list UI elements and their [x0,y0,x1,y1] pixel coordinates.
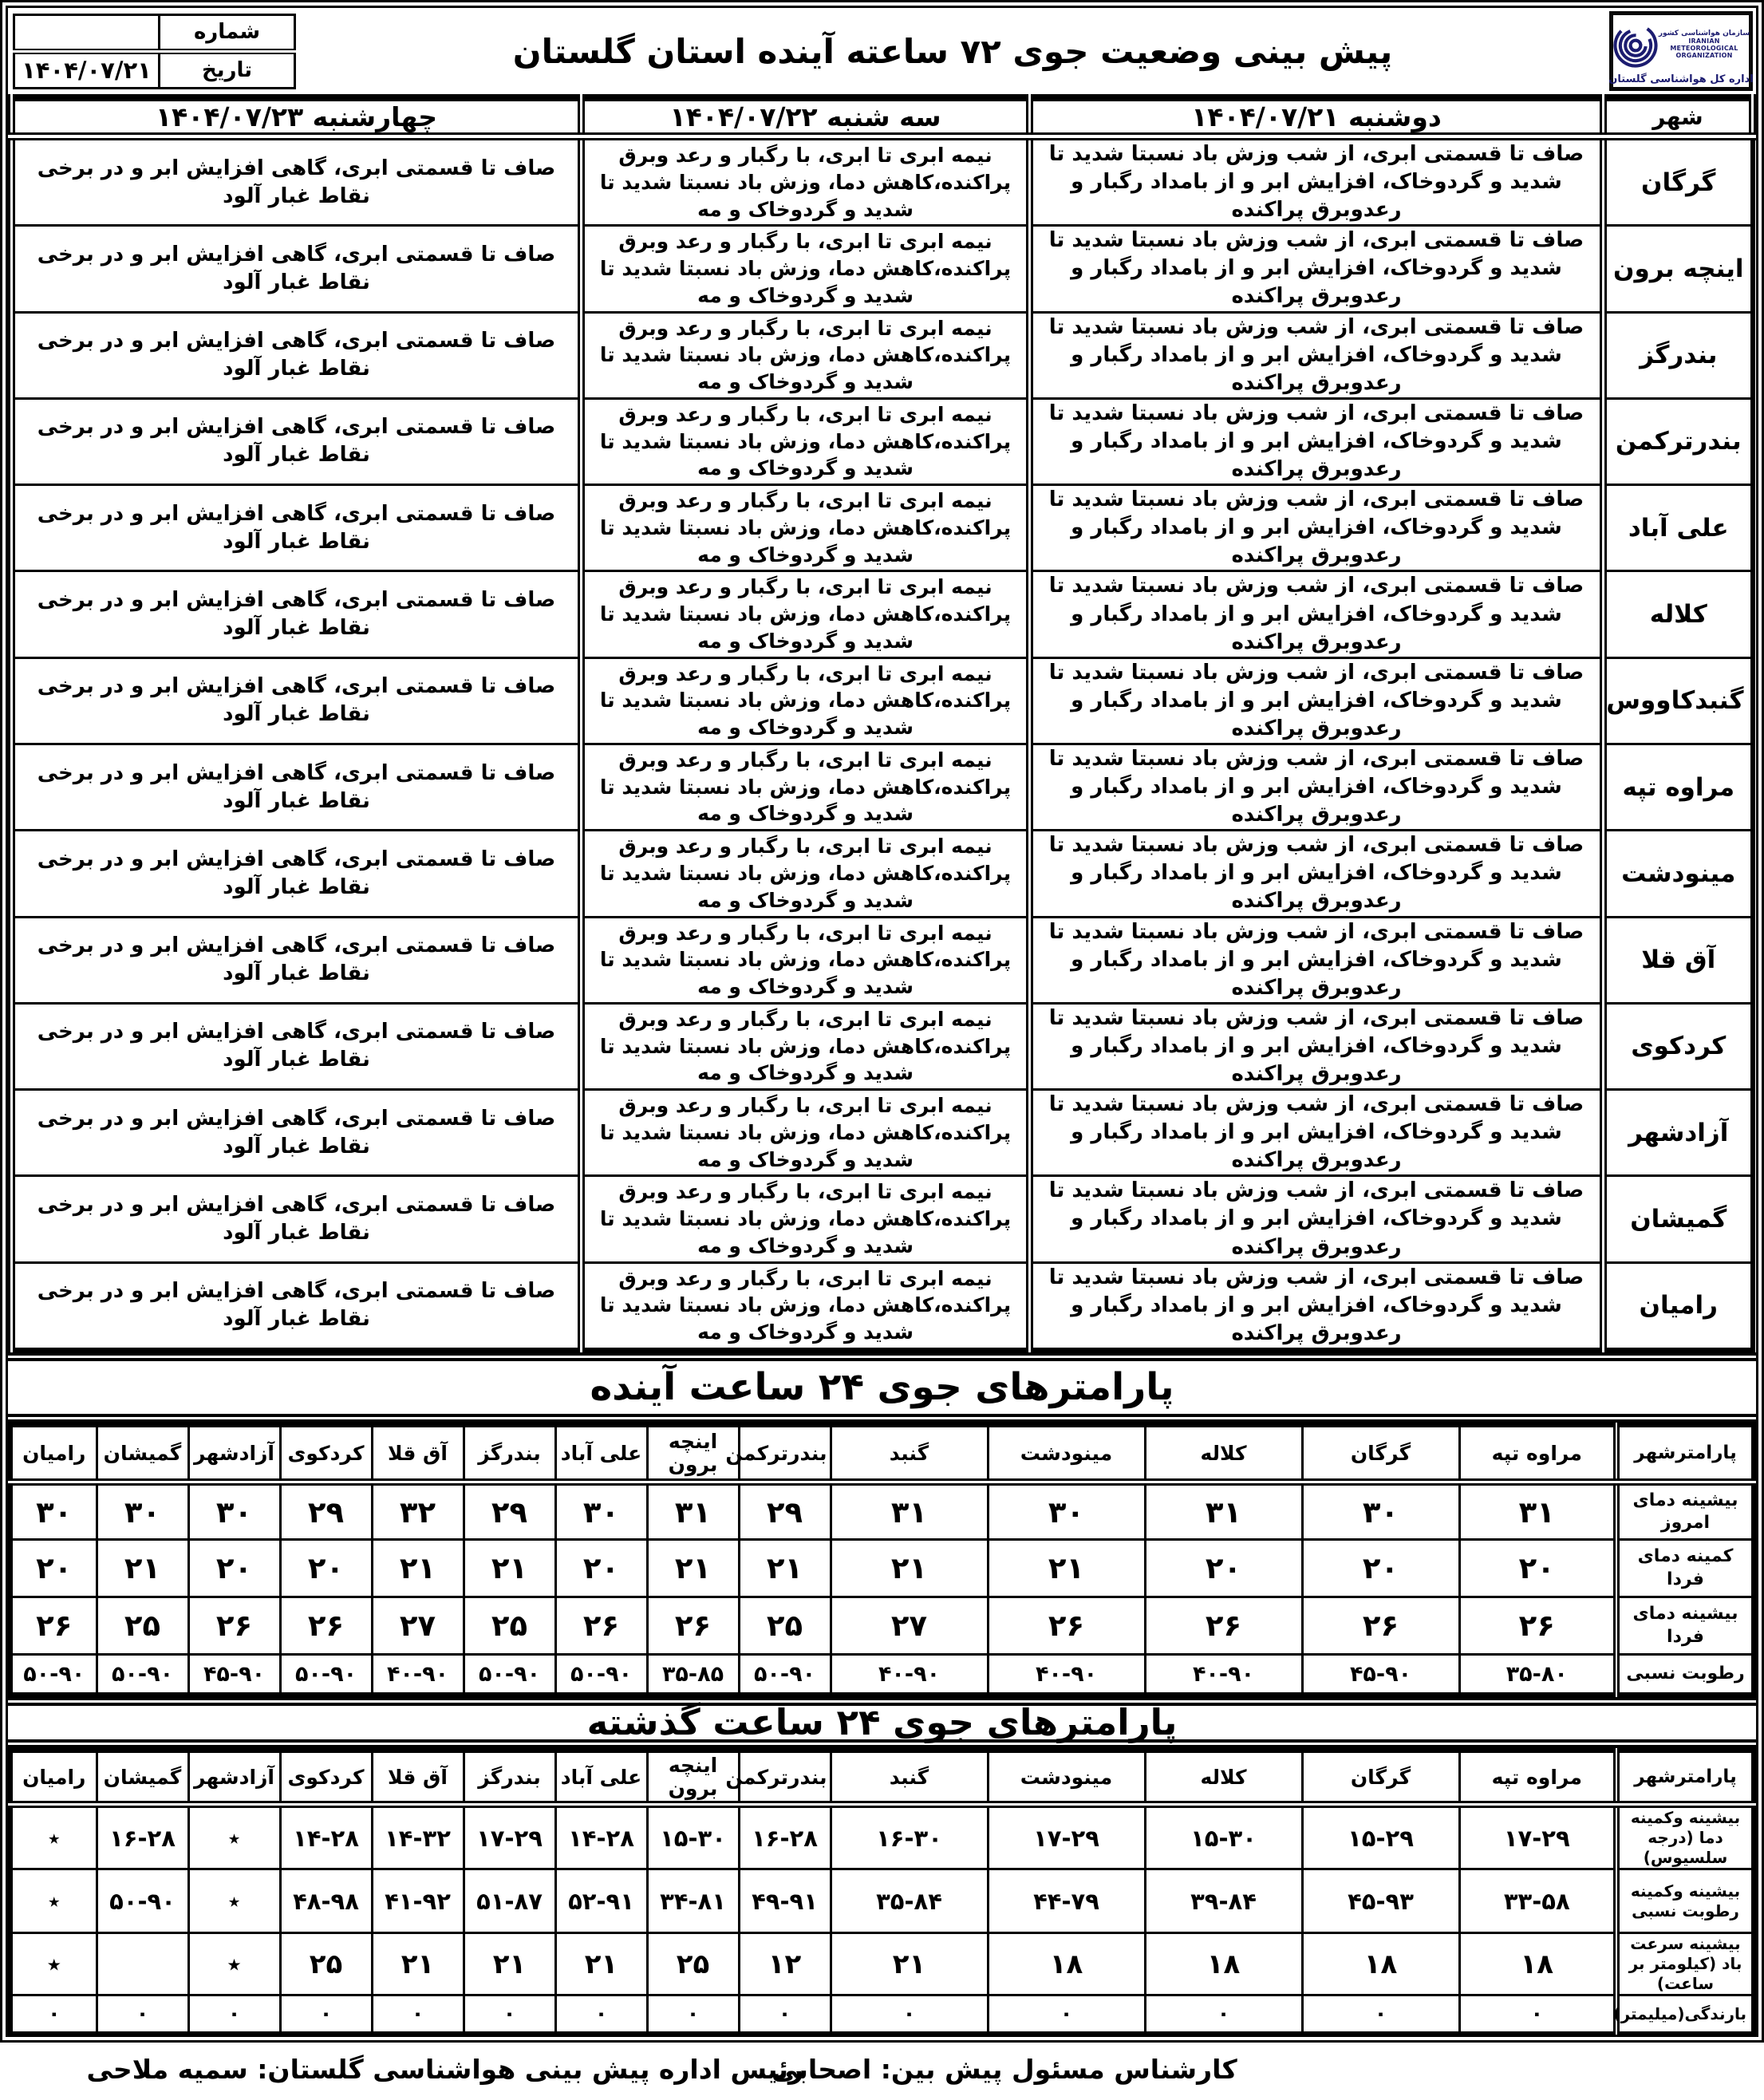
logo-text-block [1659,30,1750,59]
params-value-cell: ۳۲ [372,1482,464,1540]
city-name: گنبدکاووس [1604,657,1753,744]
params-value-cell: ۴۱-۹۲ [372,1869,464,1933]
params-value-cell: ۰ [739,1995,831,2034]
page-title: پیش بینی وضعیت جوی ۷۲ ساعته آینده استان گلستان [512,31,1393,71]
forecast-table [8,94,1756,1352]
params-value-cell: ۲۶ [10,1597,97,1655]
params-value-cell: ۵۰-۹۰ [97,1869,188,1933]
params-value-cell: ۲۹ [280,1482,372,1540]
city-name: گرگان [1604,136,1753,226]
params-value-cell: ۱۴-۲۸ [555,1805,647,1869]
forecast-cell-tuesday: نیمه ابری تا ابری، با رگبار و رعد وبرق پراکنده،کاهش دما، وزش باد نسبتا شدید تا شدید و گردوخاک و مه [582,226,1030,312]
params-value-cell: ۵۱-۸۷ [464,1869,555,1933]
forecaster-signature: کارشناس مسئول پیش بین: اصحابی [772,2053,1237,2085]
city-column-header: شهر [1604,98,1753,137]
params-value-cell: ۵۰-۹۰ [97,1655,188,1695]
params-city-header: رامیان [10,1751,97,1805]
forecast-cell-tuesday: نیمه ابری تا ابری، با رگبار و رعد وبرق پراکنده،کاهش دما، وزش باد نسبتا شدید تا شدید و گردوخاک و مه [582,744,1030,830]
footer-band [8,2036,1756,2100]
forecast-head-row [12,98,1753,137]
params-value-cell [97,1933,188,1995]
params-value-cell: ۳۵-۸۰ [1459,1655,1616,1695]
forecast-row [12,226,1753,312]
params-value-cell: ۵۰-۹۰ [10,1655,97,1695]
params-city-header: مراوه تپه [1459,1751,1616,1805]
params-value-cell: ۱۷-۲۹ [464,1805,555,1869]
forecast-row [12,571,1753,657]
params-city-header: اینچه برون [647,1425,739,1482]
city-name: آق قلا [1604,917,1753,1003]
forecast-cell-wednesday: صاف تا قسمتی ابری، گاهی افزایش ابر و در برخی نقاط غبار آلود [12,1090,582,1176]
forecast-cell-wednesday: صاف تا قسمتی ابری، گاهی افزایش ابر و در برخی نقاط غبار آلود [12,1262,582,1350]
params-value-cell: ۳۰ [988,1482,1145,1540]
params-value-cell: ۵۲-۹۱ [555,1869,647,1933]
params-value-cell: ۳۱ [1145,1482,1302,1540]
params-value-cell: ۱۸ [988,1933,1145,1995]
params-value-cell: ۴۰-۹۰ [831,1655,988,1695]
params-value-cell: ۱۸ [1459,1933,1616,1995]
params-value-cell: ۱۵-۲۹ [1302,1805,1459,1869]
params-row [10,1933,1754,1995]
params-value-cell: ۲۱ [372,1540,464,1597]
forecast-cell-monday: صاف تا قسمتی ابری، از شب وزش باد نسبتا شدید تا شدید و گردوخاک، افزایش ابر و از بامداد رگبار و رعدوبرق پراکنده [1030,917,1604,1003]
params-value-cell: ۲۱ [831,1933,988,1995]
params-value-cell: ۴۰-۹۰ [1145,1655,1302,1695]
params-value-cell: ۱۶-۳۰ [831,1805,988,1869]
params-city-header: کردکوی [280,1425,372,1482]
forecast-cell-tuesday: نیمه ابری تا ابری، با رگبار و رعد وبرق پراکنده،کاهش دما، وزش باد نسبتا شدید تا شدید و گردوخاک و مه [582,571,1030,657]
forecast-cell-wednesday: صاف تا قسمتی ابری، گاهی افزایش ابر و در برخی نقاط غبار آلود [12,1003,582,1089]
day-header-monday: دوشنبه ۱۴۰۴/۰۷/۲۱ [1030,98,1604,137]
params-row-label: بارندگی(میلیمتر) [1616,1995,1754,2034]
params-value-cell: ۲۱ [97,1540,188,1597]
params-value-cell: ۰ [1145,1995,1302,2034]
params-row [10,1655,1754,1695]
city-name: آزادشهر [1604,1090,1753,1176]
params-row-label: بیشینه دمای فردا [1616,1597,1754,1655]
serial-date-table [13,14,296,89]
params-value-cell: ۳۹-۸۴ [1145,1869,1302,1933]
params-city-header: گنبد [831,1425,988,1482]
params-city-header: کلاله [1145,1751,1302,1805]
params-row-label: بیشینه دمای امروز [1616,1482,1754,1540]
params-value-cell: ۵۰-۹۰ [280,1655,372,1695]
forecast-cell-monday: صاف تا قسمتی ابری، از شب وزش باد نسبتا شدید تا شدید و گردوخاک، افزایش ابر و از بامداد رگبار و رعدوبرق پراکنده [1030,1262,1604,1350]
params-value-cell: ۳۰ [555,1482,647,1540]
serial-row [14,14,295,51]
forecast-row [12,1176,1753,1262]
future-params-table [8,1423,1756,1697]
chief-signature: رئیس اداره پیش بینی هواشناسی گلستان: سمیه ملاحی [86,2053,803,2085]
forecast-cell-monday: صاف تا قسمتی ابری، از شب وزش باد نسبتا شدید تا شدید و گردوخاک، افزایش ابر و از بامداد رگبار و رعدوبرق پراکنده [1030,312,1604,398]
city-name: کلاله [1604,571,1753,657]
params-value-cell: ۲۰ [1302,1540,1459,1597]
forecast-cell-tuesday: نیمه ابری تا ابری، با رگبار و رعد وبرق پراکنده،کاهش دما، وزش باد نسبتا شدید تا شدید و گردوخاک و مه [582,398,1030,484]
params-value-cell: ٭ [10,1869,97,1933]
params-value-cell: ٭ [10,1805,97,1869]
params-city-header: علی آباد [555,1751,647,1805]
logo-top-area [1616,17,1750,73]
city-name: گمیشان [1604,1176,1753,1262]
params-city-header: بندرگز [464,1751,555,1805]
params-value-cell: ۲۵ [739,1597,831,1655]
params-value-cell: ۴۴-۷۹ [988,1869,1145,1933]
params-row [10,1805,1754,1869]
date-label: تاریخ [160,51,295,88]
params-value-cell: ۴۰-۹۰ [372,1655,464,1695]
params-value-cell: ۰ [188,1995,280,2034]
logo-en-line1: IRANIAN [1688,38,1720,45]
params-value-cell: ۰ [555,1995,647,2034]
params-value-cell: ۳۱ [647,1482,739,1540]
params-row [10,1482,1754,1540]
forecast-cell-monday: صاف تا قسمتی ابری، از شب وزش باد نسبتا شدید تا شدید و گردوخاک، افزایش ابر و از بامداد رگبار و رعدوبرق پراکنده [1030,136,1604,226]
params-value-cell: ۰ [372,1995,464,2034]
params-value-cell: ۳۰ [10,1482,97,1540]
params-value-cell: ٭ [10,1933,97,1995]
params-value-cell: ۳۱ [1459,1482,1616,1540]
params-city-header: کلاله [1145,1425,1302,1482]
params-row-label: بیشینه سرعت باد (کیلومتر بر ساعت) [1616,1933,1754,1995]
params-value-cell: ۲۰ [280,1540,372,1597]
params-value-cell: ۲۶ [188,1597,280,1655]
params-value-cell: ۰ [988,1995,1145,2034]
params-city-header: کردکوی [280,1751,372,1805]
params-value-cell: ۲۱ [372,1933,464,1995]
params-value-cell: ۲۱ [555,1933,647,1995]
params-city-header: علی آباد [555,1425,647,1482]
forecast-cell-monday: صاف تا قسمتی ابری، از شب وزش باد نسبتا شدید تا شدید و گردوخاک، افزایش ابر و از بامداد رگبار و رعدوبرق پراکنده [1030,1090,1604,1176]
params-value-cell: ۵۰-۹۰ [739,1655,831,1695]
params-row-label: رطوبت نسبی [1616,1655,1754,1695]
params-value-cell: ۴۵-۹۰ [1302,1655,1459,1695]
params-row-label: بیشینه وکمینه دما (درجه سلسیوس) [1616,1805,1754,1869]
section-title-past: پارامترهای جوی ۲۴ ساعت گذشته [8,1697,1756,1748]
params-value-cell: ۱۵-۳۰ [647,1805,739,1869]
params-value-cell: ۲۱ [739,1540,831,1597]
params-row-label: کمینه دمای فردا [1616,1540,1754,1597]
forecast-cell-wednesday: صاف تا قسمتی ابری، گاهی افزایش ابر و در برخی نقاط غبار آلود [12,136,582,226]
params-city-header: گرگان [1302,1751,1459,1805]
params-city-header: گنبد [831,1751,988,1805]
params-value-cell: ۱۶-۲۸ [97,1805,188,1869]
city-name: بندرگز [1604,312,1753,398]
params-city-header: رامیان [10,1425,97,1482]
date-value: ۱۴۰۴/۰۷/۲۱ [14,51,160,88]
params-value-cell: ۱۸ [1302,1933,1459,1995]
forecast-cell-monday: صاف تا قسمتی ابری، از شب وزش باد نسبتا شدید تا شدید و گردوخاک، افزایش ابر و از بامداد رگبار و رعدوبرق پراکنده [1030,744,1604,830]
day-header-wednesday: چهارشنبه ۱۴۰۴/۰۷/۲۳ [12,98,582,137]
params-city-header: گمیشان [97,1425,188,1482]
params-city-header: مراوه تپه [1459,1425,1616,1482]
params-corner-header: پارامترشهر [1616,1425,1754,1482]
forecast-cell-tuesday: نیمه ابری تا ابری، با رگبار و رعد وبرق پراکنده،کاهش دما، وزش باد نسبتا شدید تا شدید و گردوخاک و مه [582,1090,1030,1176]
params-value-cell: ۵۰-۹۰ [464,1655,555,1695]
forecast-row [12,831,1753,917]
params-value-cell: ۳۵-۸۴ [831,1869,988,1933]
date-row [14,51,295,88]
forecast-cell-monday: صاف تا قسمتی ابری، از شب وزش باد نسبتا شدید تا شدید و گردوخاک، افزایش ابر و از بامداد رگبار و رعدوبرق پراکنده [1030,1003,1604,1089]
forecast-cell-wednesday: صاف تا قسمتی ابری، گاهی افزایش ابر و در برخی نقاط غبار آلود [12,831,582,917]
params-city-header: آق قلا [372,1751,464,1805]
forecast-cell-tuesday: نیمه ابری تا ابری، با رگبار و رعد وبرق پراکنده،کاهش دما، وزش باد نسبتا شدید تا شدید و گردوخاک و مه [582,1176,1030,1262]
params-row [10,1869,1754,1933]
params-value-cell: ۲۱ [831,1540,988,1597]
params-city-header: گرگان [1302,1425,1459,1482]
params-value-cell: ۲۵ [97,1597,188,1655]
params-value-cell: ۲۵ [464,1597,555,1655]
params-city-header: آزادشهر [188,1425,280,1482]
params-row [10,1995,1754,2034]
forecast-cell-monday: صاف تا قسمتی ابری، از شب وزش باد نسبتا شدید تا شدید و گردوخاک، افزایش ابر و از بامداد رگبار و رعدوبرق پراکنده [1030,485,1604,571]
params-value-cell: ۰ [464,1995,555,2034]
forecast-row [12,136,1753,226]
params-value-cell: ۱۴-۲۸ [280,1805,372,1869]
params-value-cell: ۲۰ [555,1540,647,1597]
past_params-head-row [10,1751,1754,1805]
forecast-row [12,657,1753,744]
params-value-cell: ۲۶ [988,1597,1145,1655]
forecast-row [12,917,1753,1003]
params-value-cell: ۲۹ [464,1482,555,1540]
params-value-cell: ۲۰ [1459,1540,1616,1597]
logo-en-line3: ORGANIZATION [1675,51,1733,59]
params-value-cell: ۳۰ [97,1482,188,1540]
params-value-cell: ۴۸-۹۸ [280,1869,372,1933]
forecast-cell-tuesday: نیمه ابری تا ابری، با رگبار و رعد وبرق پراکنده،کاهش دما، وزش باد نسبتا شدید تا شدید و گردوخاک و مه [582,136,1030,226]
forecast-cell-wednesday: صاف تا قسمتی ابری، گاهی افزایش ابر و در برخی نقاط غبار آلود [12,485,582,571]
params-value-cell: ۲۵ [280,1933,372,1995]
params-city-header: اینچه برون [647,1751,739,1805]
params-city-header: بندرترکمن [739,1751,831,1805]
params-value-cell: ۲۶ [280,1597,372,1655]
params-value-cell: ۲۶ [1459,1597,1616,1655]
params-value-cell: ۲۷ [372,1597,464,1655]
params-value-cell: ۴۰-۹۰ [988,1655,1145,1695]
params-city-header: گمیشان [97,1751,188,1805]
section-title-future: پارامترهای جوی ۲۴ ساعت آینده [8,1352,1756,1423]
forecast-cell-tuesday: نیمه ابری تا ابری، با رگبار و رعد وبرق پراکنده،کاهش دما، وزش باد نسبتا شدید تا شدید و گردوخاک و مه [582,312,1030,398]
forecast-cell-wednesday: صاف تا قسمتی ابری، گاهی افزایش ابر و در برخی نقاط غبار آلود [12,398,582,484]
params-city-header: بندرترکمن [739,1425,831,1482]
params-value-cell: ۴۹-۹۱ [739,1869,831,1933]
params-value-cell: ۳۵-۸۵ [647,1655,739,1695]
city-name: علی آباد [1604,485,1753,571]
forecast-cell-wednesday: صاف تا قسمتی ابری، گاهی افزایش ابر و در برخی نقاط غبار آلود [12,744,582,830]
params-city-header: مینودشت [988,1425,1145,1482]
params-value-cell: ۲۰ [188,1540,280,1597]
past-params-table [8,1748,1756,2036]
forecast-cell-wednesday: صاف تا قسمتی ابری، گاهی افزایش ابر و در برخی نقاط غبار آلود [12,226,582,312]
params-value-cell: ۳۰ [1302,1482,1459,1540]
forecast-cell-tuesday: نیمه ابری تا ابری، با رگبار و رعد وبرق پراکنده،کاهش دما، وزش باد نسبتا شدید تا شدید و گردوخاک و مه [582,831,1030,917]
params-value-cell: ۲۱ [647,1540,739,1597]
forecast-row [12,744,1753,830]
params-row [10,1597,1754,1655]
serial-label: شماره [160,14,295,51]
params-value-cell: ۲۶ [1145,1597,1302,1655]
params-value-cell: ۰ [280,1995,372,2034]
params-value-cell: ۲۰ [10,1540,97,1597]
params-value-cell: ۲۱ [464,1933,555,1995]
city-name: اینچه برون [1604,226,1753,312]
city-name: مینودشت [1604,831,1753,917]
forecast-cell-monday: صاف تا قسمتی ابری، از شب وزش باد نسبتا شدید تا شدید و گردوخاک، افزایش ابر و از بامداد رگبار و رعدوبرق پراکنده [1030,657,1604,744]
params-value-cell: ۰ [97,1995,188,2034]
cyclone-spiral-icon [1612,22,1659,69]
forecast-cell-tuesday: نیمه ابری تا ابری، با رگبار و رعد وبرق پراکنده،کاهش دما، وزش باد نسبتا شدید تا شدید و گردوخاک و مه [582,485,1030,571]
forecast-cell-tuesday: نیمه ابری تا ابری، با رگبار و رعد وبرق پراکنده،کاهش دما، وزش باد نسبتا شدید تا شدید و گردوخاک و مه [582,1003,1030,1089]
city-name: رامیان [1604,1262,1753,1350]
params-value-cell: ۲۶ [1302,1597,1459,1655]
serial-value [14,14,160,51]
params-value-cell: ۲۹ [739,1482,831,1540]
city-name: کردکوی [1604,1003,1753,1089]
params-corner-header: پارامترشهر [1616,1751,1754,1805]
params-value-cell: ۲۱ [988,1540,1145,1597]
params-value-cell: ۲۶ [647,1597,739,1655]
forecast-cell-monday: صاف تا قسمتی ابری، از شب وزش باد نسبتا شدید تا شدید و گردوخاک، افزایش ابر و از بامداد رگبار و رعدوبرق پراکنده [1030,1176,1604,1262]
params-value-cell: ۵۰-۹۰ [555,1655,647,1695]
params-value-cell: ۰ [647,1995,739,2034]
forecast-row [12,312,1753,398]
forecast-cell-monday: صاف تا قسمتی ابری، از شب وزش باد نسبتا شدید تا شدید و گردوخاک، افزایش ابر و از بامداد رگبار و رعدوبرق پراکنده [1030,226,1604,312]
params-value-cell: ۳۱ [831,1482,988,1540]
city-name: بندرترکمن [1604,398,1753,484]
params-value-cell: ۰ [831,1995,988,2034]
params-value-cell: ۱۴-۳۲ [372,1805,464,1869]
params-value-cell: ۲۵ [647,1933,739,1995]
met-org-logo [1609,11,1753,91]
forecast-cell-wednesday: صاف تا قسمتی ابری، گاهی افزایش ابر و در برخی نقاط غبار آلود [12,1176,582,1262]
logo-en-line2: METEOROLOGICAL [1670,45,1738,53]
params-city-header: آزادشهر [188,1751,280,1805]
logo-office-name: اداره کل هواشناسی گلستان [1608,73,1754,85]
params-row [10,1540,1754,1597]
params-value-cell: ۱۷-۲۹ [1459,1805,1616,1869]
past_params-body [10,1805,1754,2034]
params-value-cell: ۱۷-۲۹ [988,1805,1145,1869]
params-value-cell: ۰ [1302,1995,1459,2034]
future_params-head-row [10,1425,1754,1482]
forecast-cell-wednesday: صاف تا قسمتی ابری، گاهی افزایش ابر و در برخی نقاط غبار آلود [12,657,582,744]
day-header-tuesday: سه شنبه ۱۴۰۴/۰۷/۲۲ [582,98,1030,137]
params-city-header: بندرگز [464,1425,555,1482]
params-value-cell: ۲۰ [1145,1540,1302,1597]
future_params-body [10,1482,1754,1695]
params-value-cell: ۱۶-۲۸ [739,1805,831,1869]
header-band [8,8,1756,94]
params-value-cell: ۳۳-۵۸ [1459,1869,1616,1933]
forecast-cell-wednesday: صاف تا قسمتی ابری، گاهی افزایش ابر و در برخی نقاط غبار آلود [12,571,582,657]
params-value-cell: ۱۸ [1145,1933,1302,1995]
forecast-table-body [12,136,1753,1350]
forecast-cell-monday: صاف تا قسمتی ابری، از شب وزش باد نسبتا شدید تا شدید و گردوخاک، افزایش ابر و از بامداد رگبار و رعدوبرق پراکنده [1030,571,1604,657]
forecast-row [12,398,1753,484]
params-value-cell: ۴۵-۹۰ [188,1655,280,1695]
forecast-cell-tuesday: نیمه ابری تا ابری، با رگبار و رعد وبرق پراکنده،کاهش دما، وزش باد نسبتا شدید تا شدید و گردوخاک و مه [582,917,1030,1003]
params-value-cell: ۰ [1459,1995,1616,2034]
params-value-cell: ۱۵-۳۰ [1145,1805,1302,1869]
params-value-cell: ۲۷ [831,1597,988,1655]
forecast-cell-wednesday: صاف تا قسمتی ابری، گاهی افزایش ابر و در برخی نقاط غبار آلود [12,917,582,1003]
params-value-cell: ۳۰ [188,1482,280,1540]
city-name: مراوه تپه [1604,744,1753,830]
params-value-cell: ۰ [10,1995,97,2034]
forecast-row [12,1262,1753,1350]
params-row-label: بیشینه وکمینه رطوبت نسبی [1616,1869,1754,1933]
params-value-cell: ۳۴-۸۱ [647,1869,739,1933]
params-city-header: آق قلا [372,1425,464,1482]
forecast-cell-monday: صاف تا قسمتی ابری، از شب وزش باد نسبتا شدید تا شدید و گردوخاک، افزایش ابر و از بامداد رگبار و رعدوبرق پراکنده [1030,831,1604,917]
forecast-cell-tuesday: نیمه ابری تا ابری، با رگبار و رعد وبرق پراکنده،کاهش دما، وزش باد نسبتا شدید تا شدید و گردوخاک و مه [582,1262,1030,1350]
forecast-cell-monday: صاف تا قسمتی ابری، از شب وزش باد نسبتا شدید تا شدید و گردوخاک، افزایش ابر و از بامداد رگبار و رعدوبرق پراکنده [1030,398,1604,484]
params-value-cell: ۲۶ [555,1597,647,1655]
params-value-cell: ٭ [188,1869,280,1933]
forecast-cell-wednesday: صاف تا قسمتی ابری، گاهی افزایش ابر و در برخی نقاط غبار آلود [12,312,582,398]
forecast-row [12,1090,1753,1176]
forecast-row [12,485,1753,571]
params-value-cell: ۲۱ [464,1540,555,1597]
forecast-cell-tuesday: نیمه ابری تا ابری، با رگبار و رعد وبرق پراکنده،کاهش دما، وزش باد نسبتا شدید تا شدید و گردوخاک و مه [582,657,1030,744]
logo-fa-caption: سازمان هواشناسی کشور [1658,30,1750,38]
params-value-cell: ٭ [188,1933,280,1995]
params-value-cell: ۴۵-۹۳ [1302,1869,1459,1933]
params-value-cell: ٭ [188,1805,280,1869]
forecast-row [12,1003,1753,1089]
params-city-header: مینودشت [988,1751,1145,1805]
params-value-cell: ۱۲ [739,1933,831,1995]
